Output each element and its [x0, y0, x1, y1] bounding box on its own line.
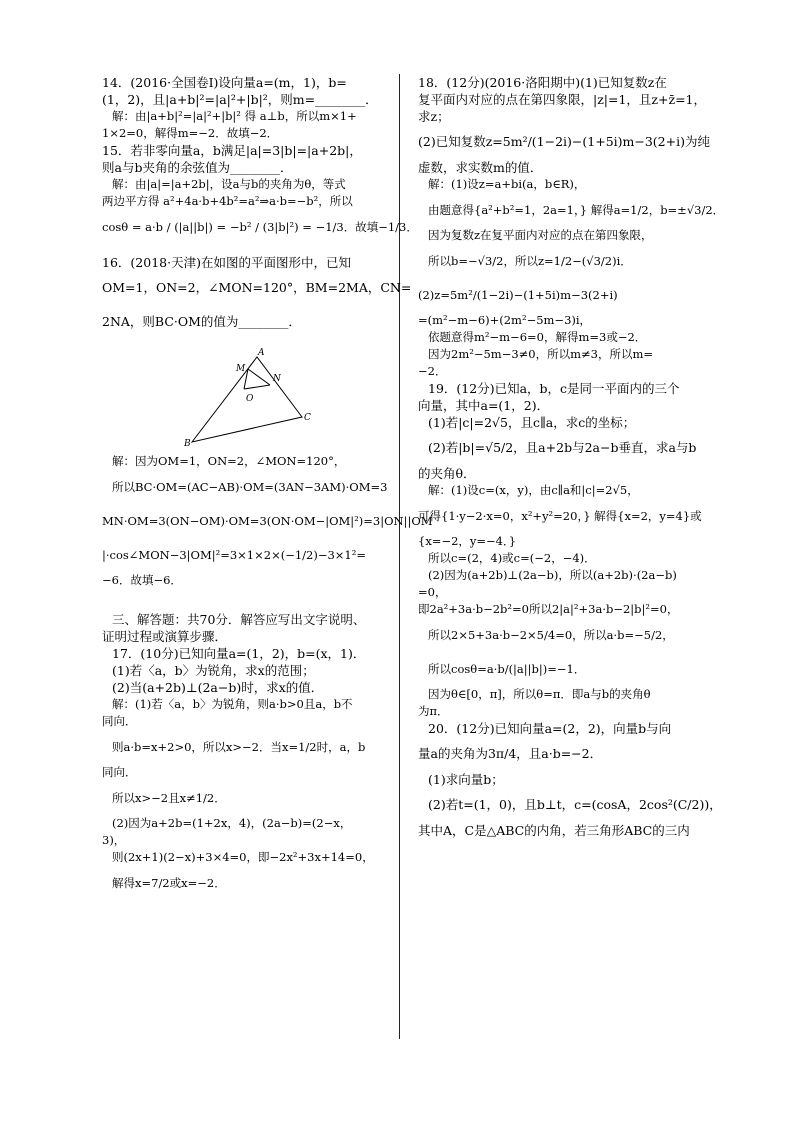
label-c: C — [304, 413, 311, 423]
section3-heading-line1: 三、解答题：共70分．解答应写出文字说明、 — [112, 612, 366, 627]
q18-line3: 求z； — [418, 109, 450, 124]
label-o: O — [246, 394, 254, 404]
q16-line3: 2NA，则BC·OM的值为________． — [102, 314, 301, 329]
label-a: A — [258, 348, 265, 358]
q18-solution-line6: =(m²−m−6)+(2m²−5m−3)i， — [418, 313, 592, 327]
label-m: M — [236, 364, 246, 374]
q20-line3: (1)求向量b； — [428, 772, 504, 787]
q19-line1: 19．(12分)已知a，b，c是同一平面内的三个 — [428, 381, 680, 396]
column-divider — [399, 74, 400, 1039]
q16-solution-line3: MN·OM=3(ON−OM)·OM=3(ON·OM−|OM|²)=3|ON||OM — [102, 514, 433, 528]
q19-solution-line1: 解：(1)设c=(x，y)，由c∥a和|c|=2√5， — [428, 483, 639, 497]
q18-solution-line4: 所以b=−√3/2，所以z=1/2−(√3/2)i． — [428, 254, 632, 268]
right-column — [418, 74, 725, 839]
q17-line2: (1)若〈a，b〉为锐角，求x的范围； — [112, 663, 315, 678]
q19-solution-line10: 因为θ∈[0，π]，所以θ=π．即a与b的夹角θ — [428, 687, 651, 701]
q15-solution-line3: cosθ = a·b / (|a||b|) = −b² / (3|b|²) = −1/3．故填−1/3． — [102, 220, 418, 234]
q17-solution-line4: 同向． — [102, 765, 137, 779]
q16-solution-line1: 解：因为OM=1，ON=2，∠MON=120°， — [112, 454, 346, 468]
q16-solution-line5: −6．故填−6． — [102, 573, 182, 587]
q18-solution-line7: 依题意得m²−m−6=0，解得m=3或−2． — [428, 330, 647, 344]
left-column — [102, 74, 433, 900]
q15-line2: 则a与b夹角的余弦值为________． — [102, 160, 293, 175]
q17-solution-line9: 解得x=7/2或x=−2． — [112, 876, 226, 890]
label-b: B — [184, 439, 191, 447]
q18-solution-line5: (2)z=5m²/(1−2i)−(1+5i)m−3(2+i) — [418, 288, 618, 302]
q19-solution-line7: 即2a²+3a·b−2b²=0所以2|a|²+3a·b−2|b|²=0， — [418, 602, 679, 616]
q19-solution-line9: 所以cosθ=a·b/(|a||b|)=−1． — [428, 662, 586, 676]
q18-line5: 虚数，求实数m的值． — [418, 160, 543, 175]
segment-on — [244, 385, 270, 389]
q19-line4: (2)若|b|=√5/2，且a+2b与2a−b垂直，求a与b — [428, 440, 697, 455]
q15-line1: 15．若非零向量a，b满足|a|=3|b|=|a+2b|， — [102, 143, 362, 158]
q14-line1: 14．(2016·全国卷Ⅰ)设向量a=(m，1)，b= — [102, 75, 347, 90]
q18-line2: 复平面内对应的点在第四象限，|z|=1，且z+z̄=1， — [418, 92, 707, 107]
q19-solution-line3: {x=−2，y=−4．} — [418, 534, 517, 548]
q16-line1: 16．(2018·天津)在如图的平面图形中，已知 — [102, 255, 351, 270]
q14-solution-line1: 解：由|a+b|²=|a|²+|b|² 得 a⊥b，所以m×1+ — [112, 109, 357, 123]
q15-solution-line2: 两边平方得 a²+4a·b+4b²=a²⇒a·b=−b²，所以 — [102, 194, 353, 208]
q17-line3: (2)当(a+2b)⊥(2a−b)时，求x的值． — [112, 680, 324, 695]
q19-solution-line6: =0， — [418, 585, 447, 599]
q18-solution-line8: 因为2m²−5m−3≠0，所以m≠3，所以m= — [428, 347, 653, 361]
q17-solution-line6: (2)因为a+2b=(1+2x，4)，(2a−b)=(2−x， — [112, 816, 352, 830]
label-n: N — [273, 374, 281, 384]
q18-solution-line3: 因为复数z在复平面内对应的点在第四象限， — [428, 228, 653, 242]
q16-solution-line2: 所以BC·OM=(AC−AB)·OM=(3AN−3AM)·OM=3 — [112, 480, 388, 494]
q16-line2: OM=1，ON=2，∠MON=120°，BM=2MA，CN= — [102, 280, 412, 295]
q18-solution-line1: 解：(1)设z=a+bi(a，b∈R)， — [428, 177, 586, 191]
q19-solution-line5: (2)因为(a+2b)⊥(2a−b)，所以(a+2b)·(2a−b) — [428, 568, 677, 582]
q18-solution-line2: 由题意得{a²+b²=1，2a=1，} 解得a=1/2，b=±√3/2． — [428, 203, 725, 217]
q18-line4: (2)已知复数z=5m²/(1−2i)−(1+5i)m−3(2+i)为纯 — [418, 134, 710, 149]
q17-solution-line1: 解：(1)若〈a，b〉为锐角，则a·b>0且a，b不 — [112, 697, 353, 711]
segment-mn — [248, 369, 270, 385]
q19-line2: 向量，其中a=(1，2)． — [418, 398, 550, 413]
q20-line2: 量a的夹角为3π/4，且a·b=−2． — [418, 746, 603, 761]
q20-line4: (2)若t=(1，0)，且b⊥t，c=(cosA，2cos²(C/2))， — [428, 797, 722, 812]
q19-solution-line11: 为π． — [418, 704, 449, 718]
section3-heading-line2: 证明过程或演算步骤． — [102, 629, 228, 644]
q15-solution-line1: 解：由|a|=|a+2b|，设a与b的夹角为θ，等式 — [112, 177, 346, 191]
q17-solution-line8: 则(2x+1)(2−x)+3×4=0，即−2x²+3x+14=0， — [112, 850, 374, 864]
q20-line1: 20．(12分)已知向量a=(2，2)，向量b与向 — [428, 721, 672, 736]
q17-solution-line5: 所以x>−2且x≠1/2． — [112, 791, 226, 805]
q19-solution-line2: 可得{1·y−2·x=0，x²+y²=20，} 解得{x=2，y=4}或 — [418, 509, 702, 523]
q18-line1: 18．(12分)(2016·洛阳期中)(1)已知复数z在 — [418, 75, 667, 90]
q19-line5: 的夹角θ． — [418, 466, 476, 481]
q18-solution-line9: −2． — [418, 364, 447, 378]
q14-solution-line2: 1×2=0，解得m=−2．故填−2． — [102, 126, 279, 140]
q17-solution-line7: 3)， — [102, 833, 126, 847]
q17-solution-line3: 则a·b=x+2>0，所以x>−2．当x=1/2时，a，b — [112, 740, 366, 754]
triangle-diagram — [172, 347, 312, 447]
q19-solution-line8: 所以2×5+3a·b−2×5/4=0，所以a·b=−5/2， — [428, 628, 674, 642]
q17-solution-line2: 同向． — [102, 714, 137, 728]
q19-line3: (1)若|c|=2√5，且c∥a，求c的坐标； — [428, 415, 636, 430]
q14-line2: (1，2)，且|a+b|²=|a|²+|b|²，则m=________． — [102, 92, 378, 107]
q16-solution-line4: |·cos∠MON−3|OM|²=3×1×2×(−1/2)−3×1²= — [102, 548, 366, 562]
q17-line1: 17．(10分)已知向量a=(1，2)，b=(x，1)． — [112, 646, 366, 661]
q16-figure — [102, 347, 387, 447]
q19-solution-line4: 所以c=(2，4)或c=(−2，−4)． — [428, 551, 596, 565]
q20-line5: 其中A，C是△ABC的内角，若三角形ABC的三内 — [418, 823, 690, 838]
